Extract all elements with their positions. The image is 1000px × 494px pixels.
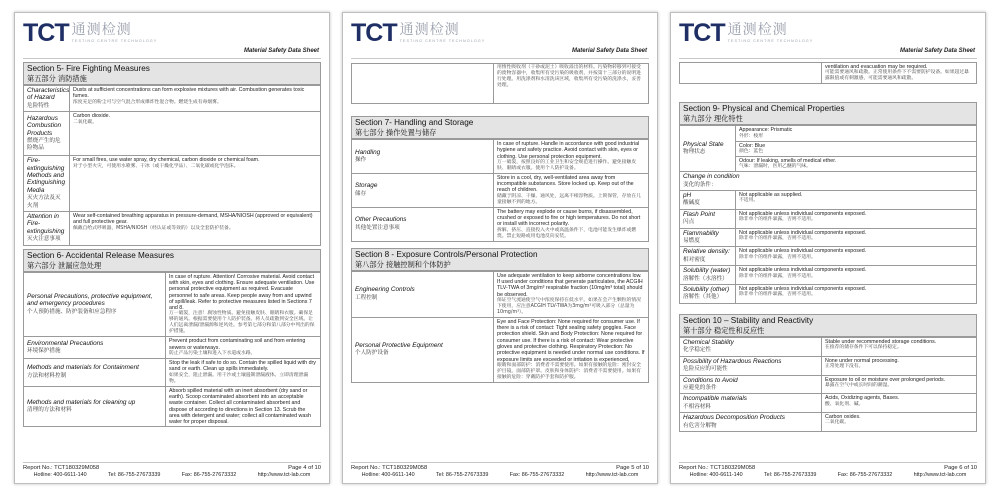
section-title-cn: 第五部分 消防措施 xyxy=(27,74,87,83)
website-link[interactable]: http://www.tct-lab.com xyxy=(257,472,311,478)
table-row xyxy=(352,173,649,207)
table-row xyxy=(680,337,977,356)
row-value: Not applicable unless individual components exposed. 除非单个的组件暴露，否则不适用。 xyxy=(736,285,977,304)
report-number: Report No.: TCT180329M058 xyxy=(23,465,100,471)
section-title-cn: 第十部分 稳定性和反应性 xyxy=(683,325,765,335)
document-page-4 xyxy=(14,12,330,484)
row-value: Appearance: Prismatic 外形：棱形 xyxy=(736,126,977,141)
row-value: Carbon dioxide. 二氧化碳。 xyxy=(70,112,321,156)
section-title-cn: 第九部分 理化特性 xyxy=(683,114,743,124)
row-label: Methods and materials for Containment 方法和材料控制 xyxy=(24,359,166,387)
row-label: Flash Point 闪点 xyxy=(680,209,736,228)
section-8-title xyxy=(351,248,649,271)
section-7-title xyxy=(351,116,649,139)
row-label: Possibility of Hazardous Reactions 危险反应的可能性 xyxy=(680,356,822,375)
section-10-title xyxy=(679,314,977,337)
row-label: Storage 储存 xyxy=(352,173,494,207)
row-label: Solubility (other) 溶解性（其他） xyxy=(680,285,736,304)
table-row xyxy=(24,272,321,337)
logo-text: TCT xyxy=(23,19,69,47)
logo-subtitle: TESTING CENTRE TECHNOLOGY xyxy=(399,39,486,43)
row-value: 用惰性吸收剂（干砂或泥土）吸收溢出的材料。污染物转移到可接受的废物容器中，收集所有受污染的吸收剂，并按第十三部分的说明进行处理。用洗涤剂和水清洗该区域，收集所有受污染的洗涤水，妥善处理。 xyxy=(494,64,649,104)
hotline: Hotline: 400-6611-140 xyxy=(361,472,415,478)
table-row xyxy=(24,112,321,156)
section-title-cn: 第六部分 泄漏应急处理 xyxy=(27,260,102,270)
website-link[interactable]: http://www.tct-lab.com xyxy=(585,472,639,478)
table-row xyxy=(352,64,649,104)
row-label: Relative density: 相对密度 xyxy=(680,247,736,266)
row-value: In case of rupture. Handle in accordance with good industrial hygiene and safety practice. Avoid contact with skin, eyes or clothing. Use personal protection equipment. 万一破裂，按照良好的工业卫生和安全规范进行操作。避免接触皮肤、眼睛或衣服。使用个人防护设备。 xyxy=(494,140,649,174)
row-value: Eye and Face Protection: None required for consumer use. If there is a risk of contact: Tight sealing safety goggles. Face protection shield. Skin and Body Protection: None required for consumer use. If there is a risk of contact: Wear protective gloves and protective clothing. Respiratory Protection: No protective equipment is needed under normal use conditions. If exposure limits are exceeded or irritation is experienced, 眼睛和面部防护：消费者不需要使用。如果有接触的危险：密封安全护目镜，面部防护罩。皮肤和身体防护：消费者不需要使用。如果有接触的危险：穿戴防护手套和防护服。 xyxy=(494,317,649,382)
row-value: Acids, Oxidizing agents, Bases. 酸、氧化剂、碱。 xyxy=(822,394,977,413)
section-title-cn: 第八部分 接触控制和个体防护 xyxy=(355,259,451,269)
row-value: Wear self-contained breathing apparatus in pressure-demand, MSHA/NIOSH (approved or equivalent) and full protective gear. 佩戴自给式呼吸器，MSHA/NIOSH（经认证或等效的）以及全套防护装备。 xyxy=(70,212,321,246)
document-page-5 xyxy=(342,12,658,484)
row-label xyxy=(352,64,494,104)
row-label: Environmental Precautions 环境保护措施 xyxy=(24,337,166,359)
section-title-en: Section 6- Accidental Release Measures xyxy=(27,250,174,260)
row-label: Hazardous Combustion Products 燃烧产生的危险物品 xyxy=(24,112,70,156)
section-title-en: Section 8 - Exposure Controls/Personal Protection xyxy=(355,249,538,259)
tct-logo xyxy=(679,19,813,47)
page-number: Page 5 of 10 xyxy=(616,465,649,471)
tct-logo xyxy=(23,19,157,47)
change-in-condition-label: Change in condition 变化的条件： xyxy=(680,172,977,191)
section-6-table xyxy=(23,272,321,428)
row-label: Solubility (water) 溶解性（水溶性） xyxy=(680,266,736,285)
table-row xyxy=(24,86,321,112)
table-row xyxy=(24,337,321,359)
row-label: Conditions to Avoid 应避免的条件 xyxy=(680,375,822,394)
report-number: Report No.: TCT180329M058 xyxy=(679,465,756,471)
row-value: Stable under recommended storage conditions. 在推荐的储存条件下可以保持稳定。 xyxy=(822,337,977,356)
row-value: For small fires, use water spray, dry chemical, carbon dioxide or chemical foam. 对于小型火灾，可使用水喷雾、干冰（或干燥化学品）、二氧化碳或化学泡沫。 xyxy=(70,156,321,212)
table-row xyxy=(24,359,321,387)
row-value: Use adequate ventilation to keep airborne concentrations low. If used under conditions that generate particulates, the ACGIH TLV-TWA of 3mg/m³ respirable fraction (10mg/m³ total) should be observed. 保证空气流通使空气中浓度保持在低水平。如果在会产生颗粒的情况下使用，应注意ACGIH TLV-TWA为3mg/m³可吸入部分（总量为10mg/m³）。 xyxy=(494,271,649,317)
page-header xyxy=(23,19,321,59)
row-value: Stop the leak if safe to do so. Contain the spilled liquid with dry sand or earth. Clean up spills immediately. 如果安全，阻止泄漏。用干沙或土壤遏制泄漏液体。立即清理泄漏物。 xyxy=(166,359,321,387)
logo-subtitle: TESTING CENTRE TECHNOLOGY xyxy=(71,39,158,43)
hotline: Hotline: 400-6611-140 xyxy=(33,472,87,478)
row-label: Flammability 易燃度 xyxy=(680,228,736,247)
table-row xyxy=(680,63,977,84)
section-title-cn: 第七部分 操作处置与储存 xyxy=(355,128,437,137)
report-number: Report No.: TCT180329M058 xyxy=(351,465,428,471)
row-label: Incompatible materials 不相容材料 xyxy=(680,394,822,413)
row-label: Physical State 物理状态 xyxy=(680,126,736,172)
table-row xyxy=(24,386,321,427)
row-value: Color: Blue 颜色：蓝色 xyxy=(736,141,977,156)
table-row xyxy=(680,228,977,247)
row-label: Fire-extinguishing Methods and Extinguishing Media 灭火方法及灭火剂 xyxy=(24,156,70,212)
table-row xyxy=(680,394,977,413)
row-value: Not applicable unless individual components exposed. 除非单个的组件暴露，否则不适用。 xyxy=(736,266,977,285)
row-label: Chemical Stability 化学稳定性 xyxy=(680,337,822,356)
row-label: Handling 操作 xyxy=(352,140,494,174)
page-footer xyxy=(23,462,321,479)
row-value: Store in a cool, dry, well-ventilated area away from incompatible substances. Store locked up. Keep out of the reach of children. 储藏于阴凉、干燥、通风处，远离不相容物质。上锁保管，存放在儿童接触不到的地方。 xyxy=(494,173,649,207)
table-row xyxy=(680,191,977,210)
row-value: In case of rupture. Attention! Corrosive material. Avoid contact with skin, eyes and clothing. Ensure adequate ventilation. Use personal protective equipment as required. Evacuate personnel to safe areas. Keep people away from and upwind of spill/leak. Refer to protective measures listed in Sections 7 and 8. 万一破裂，注意！腐蚀性物质。避免接触皮肤、眼睛和衣服。确保足够的通风。根据需要使用个人防护装备。将人员疏散到安全区域。让人们远离泄漏/泄漏源和逆风处。参考第七部分和第八部分中列出的保护措施。 xyxy=(166,272,321,337)
logo-chinese: 通测检测 xyxy=(71,22,132,38)
table-row xyxy=(680,266,977,285)
row-value: Not applicable unless individual components exposed. 除非单个的组件暴露，否则不适用。 xyxy=(736,228,977,247)
table-row xyxy=(680,172,977,191)
fax: Fax: 86-755-27673332 xyxy=(181,472,237,478)
row-value: Dusts at sufficient concentrations can form explosive mixtures with air. Combustion generates toxic fumes. 浓度充足的粉尘可与空气混合形成爆炸性混合物。燃烧生成有毒烟雾。 xyxy=(70,86,321,112)
table-row xyxy=(680,209,977,228)
section-title-en: Section 10 – Stability and Reactivity xyxy=(683,315,814,325)
section-5-table xyxy=(23,85,321,246)
logo-chinese: 通测检测 xyxy=(399,22,460,38)
table-row xyxy=(680,413,977,432)
telephone: Tel: 86-755-27673339 xyxy=(107,472,161,478)
hotline: Hotline: 400-6611-140 xyxy=(689,472,743,478)
table-row xyxy=(24,156,321,212)
row-label: Personal Precautions, protective equipment, and emergency procedures 个人预防措施、防护装备和应急程序 xyxy=(24,272,166,337)
section-6-title xyxy=(23,249,321,272)
telephone: Tel: 86-755-27673339 xyxy=(763,472,817,478)
table-row xyxy=(352,207,649,241)
row-value: Odour: If leaking, smells of medical ether. 气味：泄漏时，医用乙醚的气味。 xyxy=(736,156,977,171)
fax: Fax: 86-755-27673332 xyxy=(509,472,565,478)
table-row xyxy=(352,317,649,382)
page-footer xyxy=(679,462,977,479)
row-value: Prevent product from contaminating soil and from entering sewers or waterways. 防止产品污染土壤和进入下水道或水路。 xyxy=(166,337,321,359)
row-label: Personal Protective Equipment 个人防护设备 xyxy=(352,317,494,382)
document-page-6 xyxy=(670,12,986,484)
table-row xyxy=(352,140,649,174)
row-value: Exposure to oil or moisture over prolonged periods. 暴露在空气中或长时间的潮湿。 xyxy=(822,375,977,394)
fax: Fax: 86-755-27673332 xyxy=(837,472,893,478)
row-value: Not applicable as supplied. 不适用。 xyxy=(736,191,977,210)
row-label: Other Precautions 其他处置注意事项 xyxy=(352,207,494,241)
table-row xyxy=(680,285,977,304)
row-value: Not applicable unless individual components exposed. 除非单个的组件暴露，否则不适用。 xyxy=(736,209,977,228)
table-row xyxy=(352,271,649,317)
row-value: The battery may explode or cause burns, if disassembled, crushed or exposed to fire or high temperatures. Do not short or install with incorrect polarity. 拆解、挤压、直接投入火中或高温条件下，电池可能发生爆炸或燃烧。禁止短路或用电池反向安装。 xyxy=(494,207,649,241)
page-header xyxy=(351,19,649,59)
continuation-table xyxy=(351,63,649,104)
page-footer xyxy=(351,462,649,479)
table-row xyxy=(24,212,321,246)
row-value: None under normal processing. 正常处理下没有。 xyxy=(822,356,977,375)
section-8-table xyxy=(351,271,649,383)
row-label xyxy=(680,63,822,84)
telephone: Tel: 86-755-27673339 xyxy=(435,472,489,478)
section-title-en: Section 7- Handling and Storage xyxy=(355,118,474,127)
logo-text: TCT xyxy=(351,19,397,47)
tct-logo xyxy=(351,19,485,47)
section-title-en: Section 9- Physical and Chemical Properties xyxy=(683,104,845,114)
row-label: pH 酸碱度 xyxy=(680,191,736,210)
logo-chinese: 通测检测 xyxy=(727,22,788,38)
doc-title: Material Safety Data Sheet xyxy=(571,48,647,54)
page-header xyxy=(679,19,977,59)
row-value: Carbon oxides. 二氧化碳。 xyxy=(822,413,977,432)
row-value: Absorb spilled material with an inert absorbent (dry sand or earth). Scoop contaminated absorbent into an acceptable waste container. Collect all contaminated absorbent and dispose of according to directions in Section 13. Scrub the area with detergent and water; collect all contaminated wash water for proper disposal. xyxy=(166,386,321,427)
logo-text: TCT xyxy=(679,19,725,47)
row-label: Characteristics of Hazard 危险特性 xyxy=(24,86,70,112)
doc-title: Material Safety Data Sheet xyxy=(899,48,975,54)
row-value: ventilation and evacuation may be required. 可能需要通风和疏散。正常使用条件下不需要防护设备。如果超过暴露限值或有刺激感，可能需要通风和疏散。 xyxy=(822,63,977,84)
section-9-title xyxy=(679,102,977,125)
table-row xyxy=(680,356,977,375)
section-5-title xyxy=(23,62,321,85)
section-7-table xyxy=(351,139,649,242)
section-10-table xyxy=(679,337,977,432)
row-label: Methods and materials for cleaning up 清理的方法和材料 xyxy=(24,386,166,427)
continuation-table xyxy=(679,62,977,84)
table-row xyxy=(680,247,977,266)
website-link[interactable]: http://www.tct-lab.com xyxy=(913,472,967,478)
logo-subtitle: TESTING CENTRE TECHNOLOGY xyxy=(727,39,814,43)
doc-title: Material Safety Data Sheet xyxy=(243,48,319,54)
table-row xyxy=(680,375,977,394)
row-label: Attention in Fire-extinguishing 灭火注意事项 xyxy=(24,212,70,246)
row-label: Engineering Controls 工程控制 xyxy=(352,271,494,317)
page-number: Page 4 of 10 xyxy=(288,465,321,471)
table-row xyxy=(680,126,977,141)
section-title-en: Section 5- Fire Fighting Measures xyxy=(27,64,150,73)
page-number: Page 6 of 10 xyxy=(944,465,977,471)
row-label: Hazardous Decomposition Products 有危害分解物 xyxy=(680,413,822,432)
row-value: Not applicable unless individual components exposed. 除非单个的组件暴露，否则不适用。 xyxy=(736,247,977,266)
section-9-table xyxy=(679,125,977,304)
